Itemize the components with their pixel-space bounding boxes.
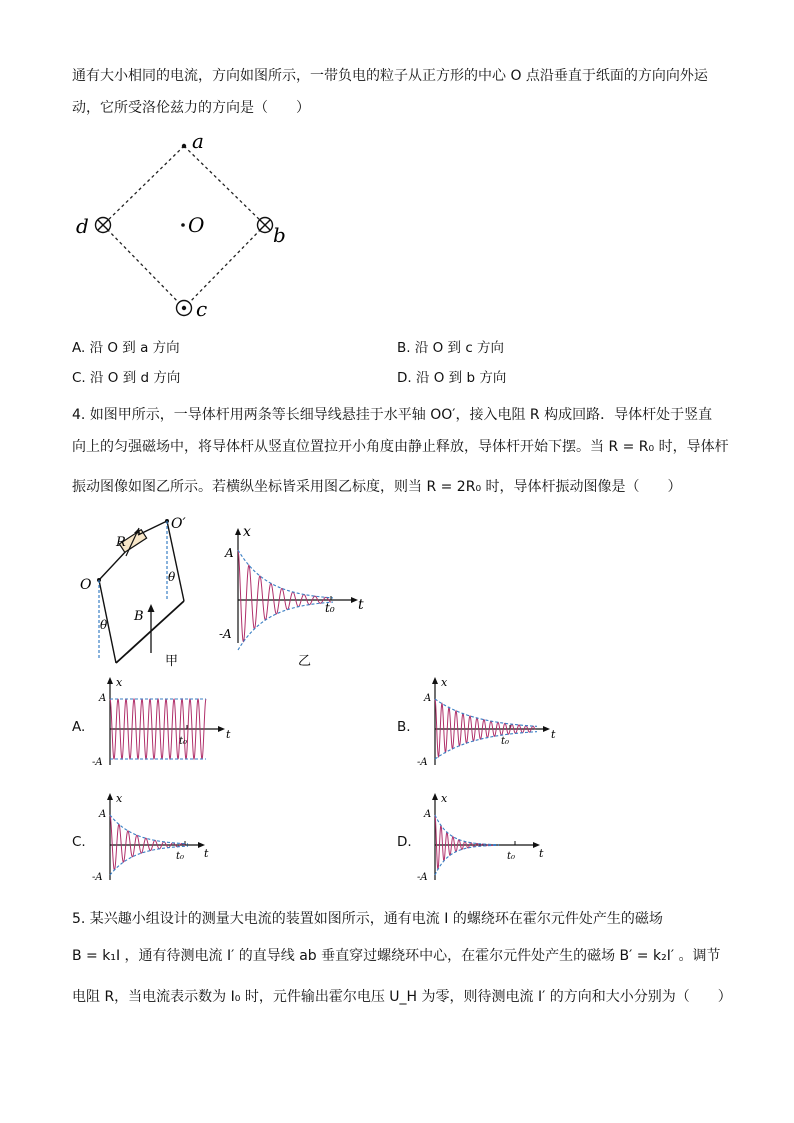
lower-envelope <box>435 845 499 875</box>
axis-label-x: x <box>116 676 123 689</box>
y-axis-arrow <box>235 528 241 535</box>
x-axis-arrow <box>351 597 358 603</box>
x-axis-arrow <box>218 726 225 732</box>
q3-square-figure <box>70 128 300 328</box>
q4-option-c-graph[interactable] <box>90 790 240 885</box>
label-o-prime: O′ <box>171 516 186 532</box>
label-r: R <box>116 535 126 550</box>
oscillation-curve <box>238 550 331 642</box>
q4-option-d-letter[interactable]: D. <box>397 834 412 850</box>
tick-label-t0: t₀ <box>507 851 516 862</box>
axis-label-t: t <box>551 728 556 741</box>
q4-option-d-graph[interactable] <box>415 790 565 885</box>
tick-label-neg-a: -A <box>417 872 428 883</box>
q3-option-b[interactable]: B. 沿 O 到 c 方向 <box>397 340 505 356</box>
q3-option-c[interactable]: C. 沿 O 到 d 方向 <box>72 370 181 386</box>
q4-option-c-letter[interactable]: C. <box>72 834 86 850</box>
tick-label-t0: t₀ <box>176 851 185 862</box>
q5-stem-line1: 5. 某兴趣小组设计的测量大电流的装置如图所示，通有电流 I 的螺绕环在霍尔元件处产生的磁场 <box>72 911 663 927</box>
lower-envelope <box>435 732 537 759</box>
upper-envelope <box>110 815 188 844</box>
label-a: a <box>192 129 204 153</box>
axis-label-t: t <box>539 847 544 860</box>
tick-label-neg-a: -A <box>219 627 232 641</box>
tick-label-a: A <box>99 693 107 704</box>
caption-yi: 乙 <box>298 654 312 669</box>
label-c: c <box>196 297 208 321</box>
x-axis-arrow <box>543 726 550 732</box>
q4-stem-line3: 振动图像如图乙所示。若横纵坐标皆采用图乙标度，则当 R = 2R₀ 时，导体杆振动图像是（ ） <box>72 479 682 495</box>
upper-envelope <box>238 550 333 598</box>
q3-stem-line1: 通有大小相同的电流，方向如图所示，一带负电的粒子从正方形的中心 O 点沿垂直于纸面的方向向外运 <box>72 68 708 84</box>
tick-label-a: A <box>424 693 432 704</box>
q5-stem-line3: 电阻 R，当电流表示数为 I₀ 时，元件输出霍尔电压 U_H 为零，则待测电流 I′ 的方向和大小分别为（ ） <box>72 989 732 1005</box>
q3-option-d[interactable]: D. 沿 O 到 b 方向 <box>397 370 507 386</box>
tick-label-neg-a: -A <box>92 757 103 768</box>
label-b: B <box>134 609 144 624</box>
label-theta-right: θ <box>168 570 176 584</box>
axis-label-x: x <box>116 792 123 805</box>
y-axis-arrow <box>432 793 438 800</box>
label-o: O <box>80 577 92 593</box>
y-axis-arrow <box>107 677 113 684</box>
tick-label-neg-a: -A <box>417 757 428 768</box>
center-o-dot <box>181 223 185 227</box>
upper-envelope <box>435 815 499 845</box>
q5-stem-line2: B = k₁I ，通有待测电流 I′ 的直导线 ab 垂直穿过螺绕环中心，在霍尔元件处产生的磁场 B′ = k₂I′ 。调节 <box>72 948 721 964</box>
q4-stem-line2: 向上的匀强磁场中，将导体杆从竖直位置拉开小角度由静止释放，导体杆开始下摆。当 R = R₀ 时，导体杆 <box>72 439 729 455</box>
wire-c-dot <box>177 301 192 316</box>
q4-option-b-letter[interactable]: B. <box>397 719 411 735</box>
tick-label-t0: t₀ <box>179 736 188 747</box>
axis-label-x: x <box>441 676 448 689</box>
axis-label-t: t <box>358 597 364 613</box>
tick-label-neg-a: -A <box>92 872 103 883</box>
q4-stem-line1: 4. 如图甲所示，一导体杆用两条等长细导线悬挂于水平轴 OO′，接入电阻 R 构成回路．导体杆处于竖直 <box>72 407 713 423</box>
edge-dc <box>103 225 184 308</box>
tick-label-a: A <box>225 546 234 560</box>
q4-option-b-graph[interactable] <box>415 677 565 772</box>
label-d: d <box>76 214 89 238</box>
axis-label-t: t <box>204 847 209 860</box>
wire-a-dot <box>182 144 186 148</box>
q3-stem-line2: 动，它所受洛伦兹力的方向是（ ） <box>72 100 310 116</box>
q4-option-a-letter[interactable]: A. <box>72 719 86 735</box>
caption-jia: 甲 <box>165 654 179 669</box>
label-theta-left: θ <box>100 618 108 632</box>
wire-d-cross <box>96 218 111 233</box>
q4-figure-jia <box>74 513 224 671</box>
tick-label-t0: t₀ <box>325 601 335 615</box>
q3-option-a[interactable]: A. 沿 O 到 a 方向 <box>72 340 180 356</box>
label-o: O <box>188 213 205 237</box>
q4-figure-yi-graph <box>213 525 373 670</box>
y-axis-arrow <box>432 677 438 684</box>
axis-label-t: t <box>226 728 231 741</box>
q4-option-a-graph[interactable] <box>90 677 240 772</box>
tick-label-a: A <box>99 809 107 820</box>
y-axis-arrow <box>107 793 113 800</box>
axis-label-x: x <box>441 792 448 805</box>
label-b: b <box>273 223 286 247</box>
edge-bc <box>184 225 265 308</box>
edge-ad <box>103 146 184 225</box>
tick-label-a: A <box>424 809 432 820</box>
tick-label-t0: t₀ <box>501 736 510 747</box>
wire-b-cross <box>258 218 273 233</box>
axis-label-x: x <box>243 524 251 540</box>
